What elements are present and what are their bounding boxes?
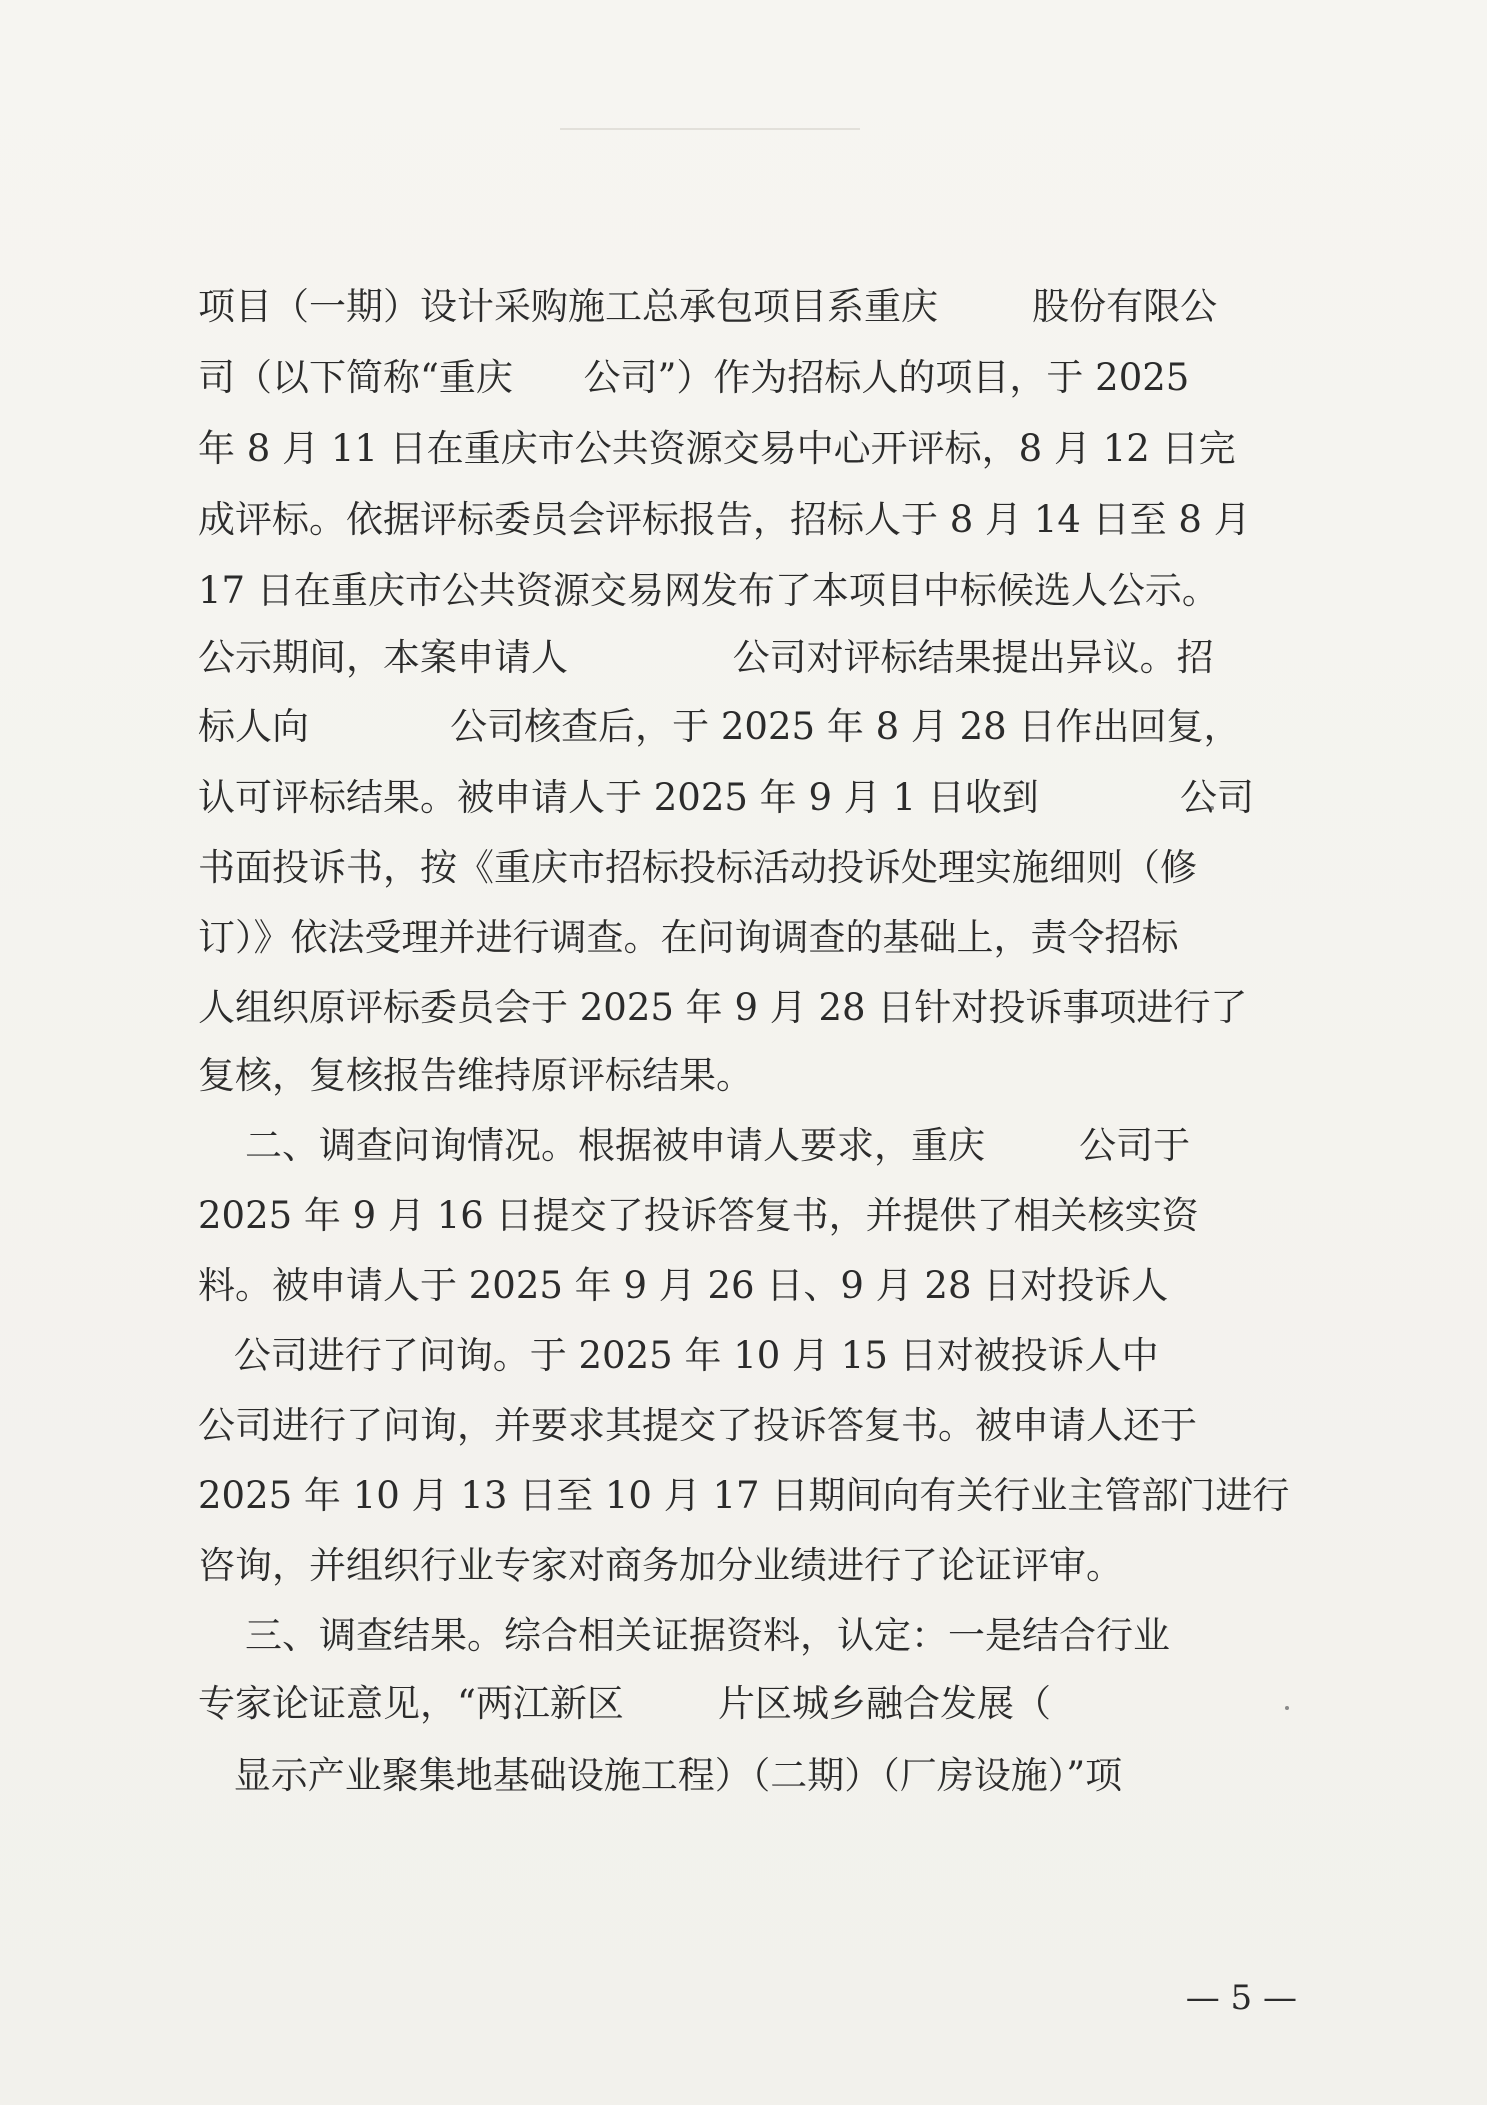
body-line: 咨询，并组织行业专家对商务加分业绩进行了论证评审。	[198, 1544, 1123, 1587]
body-line: 料。被申请人于 2025 年 9 月 26 日、9 月 28 日对投诉人	[198, 1264, 1169, 1307]
body-line: 公示期间，本案申请人 公司对评标结果提出异议。招	[198, 636, 1214, 679]
body-line: 复核，复核报告维持原评标结果。	[198, 1054, 753, 1097]
body-line: 二、调查问询情况。根据被申请人要求，重庆 公司于	[198, 1124, 1191, 1167]
body-line: 订）》依法受理并进行调查。在问询调查的基础上，责令招标	[198, 916, 1179, 959]
body-line: 公司进行了问询，并要求其提交了投诉答复书。被申请人还于	[198, 1404, 1197, 1447]
body-line: 人组织原评标委员会于 2025 年 9 月 28 日针对投诉事项进行了	[198, 986, 1248, 1029]
body-line: 17 日在重庆市公共资源交易网发布了本项目中标候选人公示。	[198, 569, 1219, 612]
scan-artifact	[560, 128, 860, 130]
body-line: 书面投诉书，按《重庆市招标投标活动投诉处理实施细则（修	[198, 846, 1197, 889]
body-line: 项目（一期）设计采购施工总承包项目系重庆 股份有限公	[198, 285, 1218, 328]
body-line: 三、调查结果。综合相关证据资料，认定：一是结合行业	[198, 1614, 1171, 1657]
body-line: 公司进行了问询。于 2025 年 10 月 15 日对被投诉人中	[222, 1334, 1159, 1377]
scan-dot	[1285, 1706, 1289, 1710]
body-line: 司（以下简称“重庆 公司”）作为招标人的项目，于 2025	[198, 356, 1190, 399]
body-line: 认可评标结果。被申请人于 2025 年 9 月 1 日收到 公司	[198, 776, 1254, 819]
body-line: 2025 年 9 月 16 日提交了投诉答复书，并提供了相关核实资	[198, 1194, 1199, 1237]
page-number: — 5 —	[1185, 1978, 1297, 2018]
body-line: 显示产业聚集地基础设施工程）（二期）（厂房设施）”项	[222, 1754, 1123, 1797]
body-line: 2025 年 10 月 13 日至 10 月 17 日期间向有关行业主管部门进行	[198, 1474, 1290, 1517]
body-line: 专家论证意见，“两江新区 片区城乡融合发展（	[198, 1682, 1052, 1725]
body-line: 标人向 公司核查后，于 2025 年 8 月 28 日作出回复，	[198, 705, 1241, 748]
body-line: 年 8 月 11 日在重庆市公共资源交易中心开评标，8 月 12 日完	[198, 427, 1236, 470]
body-line: 成评标。依据评标委员会评标报告，招标人于 8 月 14 日至 8 月	[198, 498, 1251, 541]
